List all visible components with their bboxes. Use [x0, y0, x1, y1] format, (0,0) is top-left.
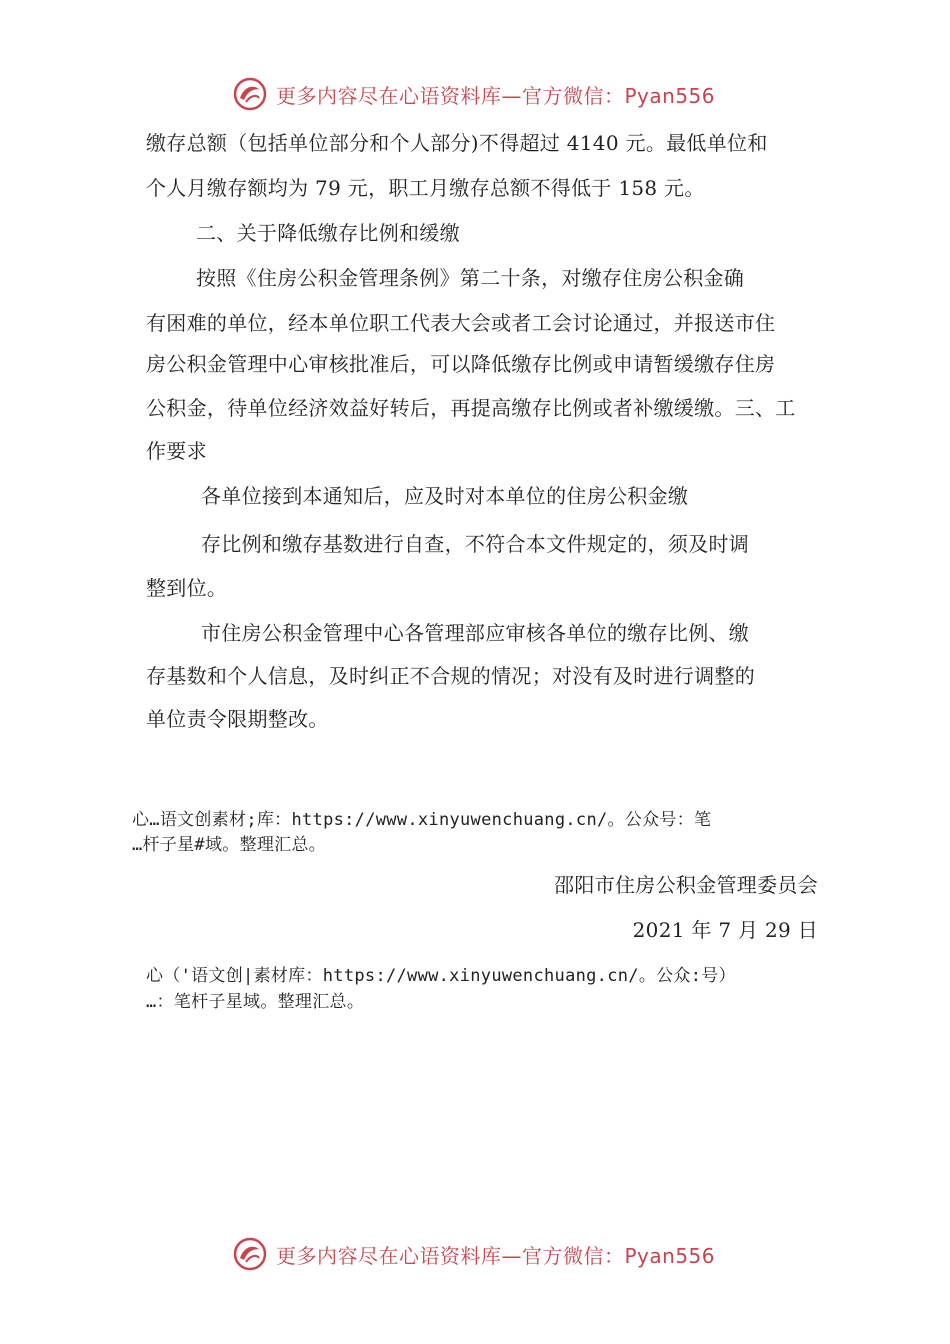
body-line: 房公积金管理中心审核批准后，可以降低缴存比例或申请暂缓缴存住房 [146, 352, 776, 376]
signature-date: 2021 年 7 月 29 日 [632, 918, 818, 942]
banner-text: 更多内容尽在心语资料库—官方微信：Pyan556 [276, 83, 716, 108]
bottom-banner [232, 1232, 715, 1276]
body-line: 按照《住房公积金管理条例》第二十条，对缴存住房公积金确 [196, 266, 745, 290]
body-line: 公积金，待单位经济效益好转后，再提高缴存比例或者补缴缓缴。三、工 [146, 396, 796, 420]
top-banner [232, 72, 715, 116]
body-line: 存基数和个人信息，及时纠正不合规的情况；对没有及时进行调整的 [146, 664, 755, 688]
body-line: 整到位。 [146, 576, 228, 600]
body-line: 个人月缴存额均为 79 元，职工月缴存总额不得低于 158 元。 [146, 176, 705, 200]
body-line: 有困难的单位，经本单位职工代表大会或者工会讨论通过，并报送市住 [146, 311, 776, 335]
signature-org: 邵阳市住房公积金管理委员会 [554, 873, 818, 897]
notice-line: …杆子星#域。整理汇总。 [132, 835, 327, 855]
section-heading: 二、关于降低缴存比例和缓缴 [196, 221, 460, 245]
body-line: 市住房公积金管理中心各管理部应审核各单位的缴存比例、缴 [201, 621, 750, 645]
body-line: 单位责令限期整改。 [146, 707, 329, 731]
scroll-logo-icon [232, 76, 268, 112]
body-line: 各单位接到本通知后，应及时对本单位的住房公积金缴 [201, 484, 689, 508]
body-line: 作要求 [146, 439, 207, 463]
scroll-logo-icon [232, 1236, 268, 1272]
body-line: 存比例和缴存基数进行自查，不符合本文件规定的，须及时调 [201, 532, 750, 556]
banner-text: 更多内容尽在心语资料库—官方微信：Pyan556 [276, 1243, 716, 1268]
notice-line: …：笔杆子星域。整理汇总。 [146, 992, 365, 1012]
notice-line: 心（'语文创|素材库：https://www.xinyuwenchuang.cn/。公众:号） [146, 966, 736, 986]
notice-line: 心…语文创素材;库：https://www.xinyuwenchuang.cn/。公众号：笔 [132, 810, 712, 830]
body-line: 缴存总额（包括单位部分和个人部分)不得超过 4140 元。最低单位和 [146, 131, 768, 155]
